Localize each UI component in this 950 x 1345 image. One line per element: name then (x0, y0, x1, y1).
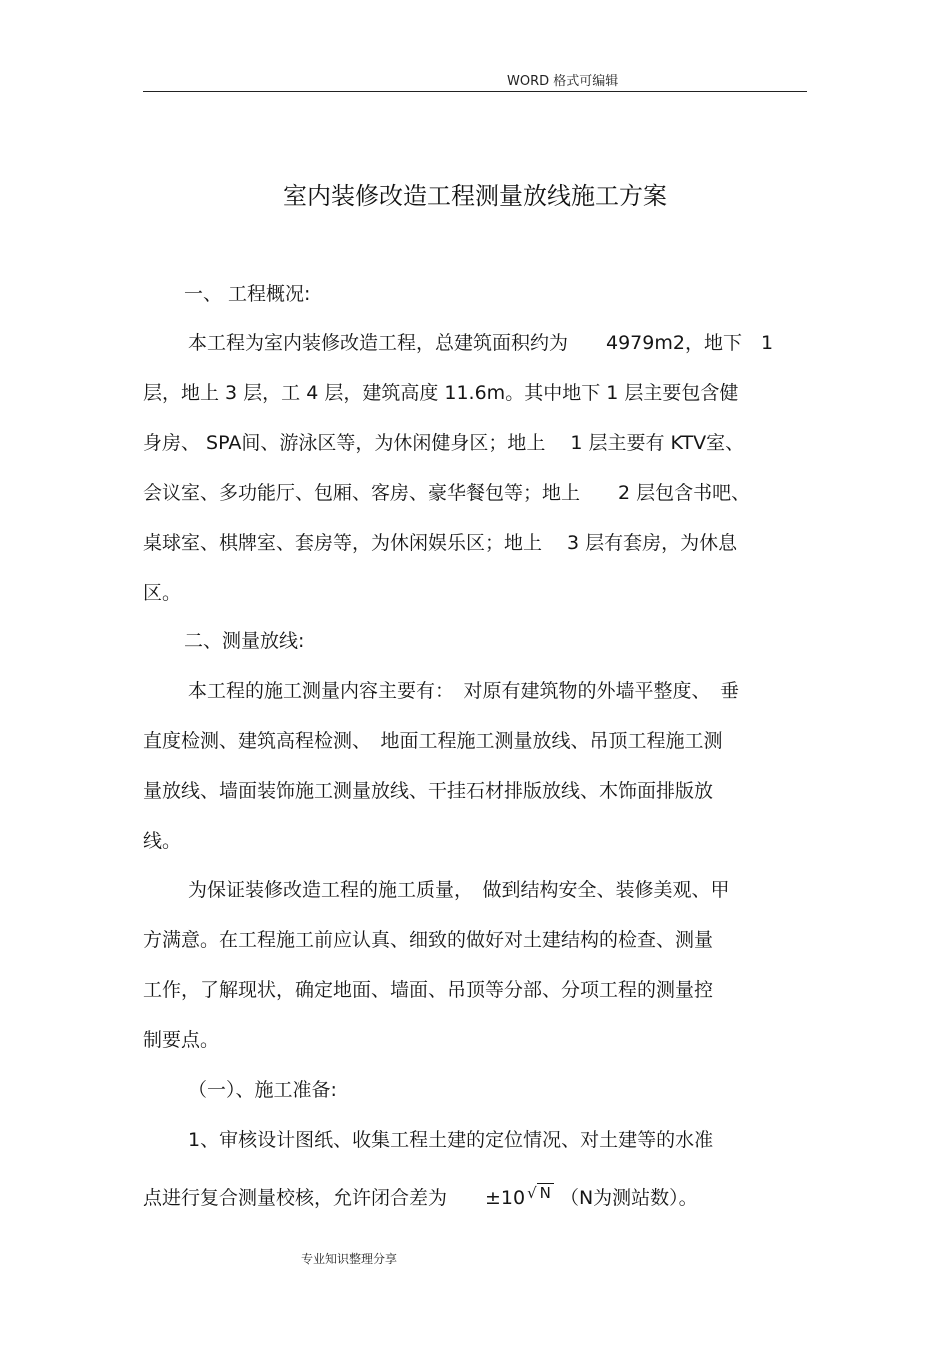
section-2-line-2: 直度检测、建筑高程检测、 地面工程施工测量放线、吊顶工程施工测 (143, 730, 723, 752)
section-1-line-5: 桌球室、棋牌室、套房等，为休闲娱乐区；地上 3 层有套房，为休息 (143, 532, 738, 554)
section-2-line-4: 线。 (143, 830, 182, 852)
header-rule (143, 91, 807, 92)
section-1-line-3: 身房、 SPA间、游泳区等，为休闲健身区；地上 1 层主要有 KTV室、 (143, 432, 745, 454)
sqrt-formula (527, 1180, 554, 1206)
item-1-line-1: 1、审核设计图纸、收集工程土建的定位情况、对土建等的水准 (188, 1129, 714, 1151)
section-2-para2-line-3: 工作，了解现状，确定地面、墙面、吊顶等分部、分项工程的测量控 (143, 979, 714, 1001)
section-2-line-1: 本工程的施工测量内容主要有： 对原有建筑物的外墙平整度、 垂 (188, 680, 740, 702)
sqrt-sign-icon: √ (527, 1184, 537, 1202)
sqrt-argument: N (537, 1183, 554, 1202)
section-1-line-4: 会议室、多功能厅、包厢、客房、豪华餐包等；地上 2 层包含书吧、 (143, 482, 751, 504)
section-2-para2-line-2: 方满意。在工程施工前应认真、细致的做好对土建结构的检查、测量 (143, 929, 714, 951)
page-footer-text: 专业知识整理分享 (301, 1252, 398, 1266)
section-2-para2-line-4: 制要点。 (143, 1029, 220, 1051)
subsection-1-heading: （一）、施工准备: (188, 1079, 337, 1101)
document-title: 室内装修改造工程测量放线施工方案 (283, 182, 667, 210)
section-2-para2-line-1: 为保证装修改造工程的施工质量， 做到结构安全、装修美观、甲 (188, 879, 730, 901)
item-1-line-2 (143, 1180, 698, 1211)
section-1-line-2: 层，地上 3 层，工 4 层，建筑高度 11.6m。其中地下 1 层主要包含健 (143, 382, 739, 404)
item-1-line-2-text: 点进行复合测量校核，允许闭合差为 ±10 (143, 1187, 526, 1209)
section-1-line-1: 本工程为室内装修改造工程，总建筑面积约为 4979m2，地下 1 (188, 332, 774, 354)
section-2-line-3: 量放线、墙面装饰施工测量放线、干挂石材排版放线、木饰面排版放 (143, 780, 714, 802)
item-1-line-2-suffix: （N为测站数）。 (559, 1187, 698, 1209)
page-header-text: WORD 格式可编辑 (507, 74, 619, 89)
section-1-line-6: 区。 (143, 582, 182, 604)
section-2-heading: 二、测量放线: (184, 630, 305, 652)
section-1-heading: 一、 工程概况: (184, 283, 311, 305)
